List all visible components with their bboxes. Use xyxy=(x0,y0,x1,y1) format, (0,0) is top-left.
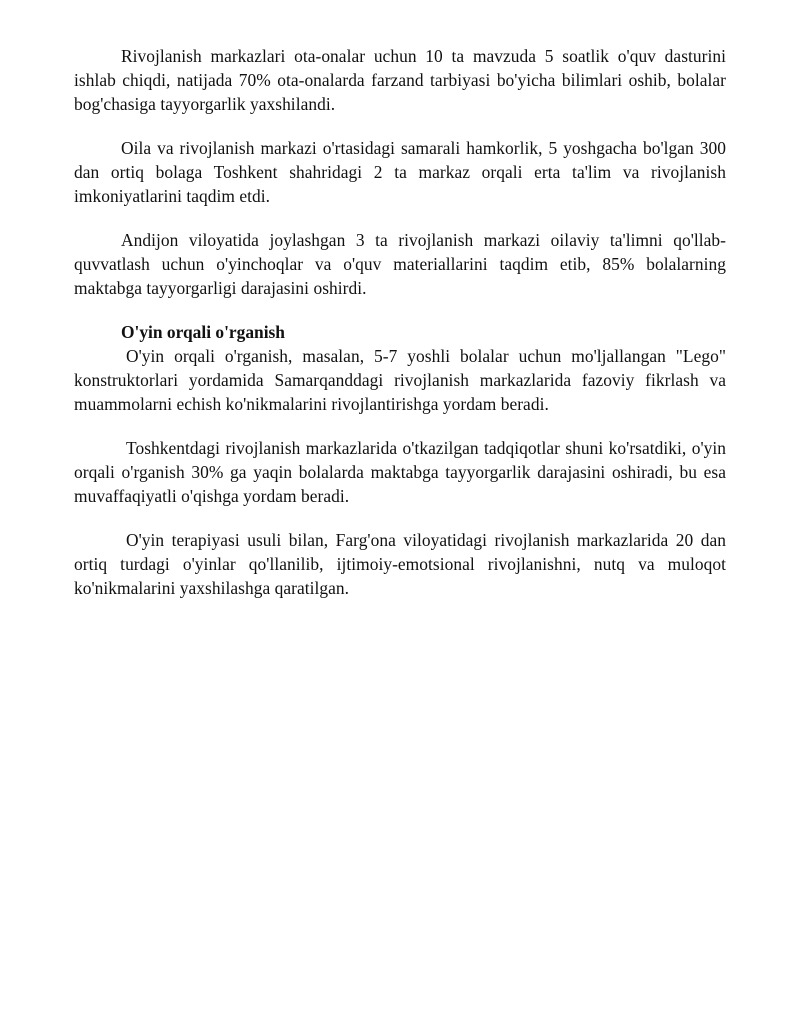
paragraph-tashkent-research: Toshkentdagi rivojlanish markazlarida o'tkazilgan tadqiqotlar shuni ko'rsatdiki, o'yin orqali o'rganish 30% ga yaqin bolalarda maktabga tayyorgarlik darajasini oshiradi, bu esa muvaffaqiyatli o'qishga yordam beradi. xyxy=(74,438,726,506)
paragraph-parent-training: Rivojlanish markazlari ota-onalar uchun 10 ta mavzuda 5 soatlik o'quv dasturini ishlab chiqdi, natijada 70% ota-onalarda farzand tarbiyasi bo'yicha bilimlari oshib, bolalar bog'chasiga tayyorgarlik yaxshilandi. xyxy=(74,46,726,114)
paragraph-play-therapy: O'yin terapiyasi usuli bilan, Farg'ona viloyatidagi rivojlanish markazlarida 20 dan ortiq turdagi o'yinlar qo'llanilib, ijtimoiy-emotsional rivojlanishni, nutq va muloqot ko'nikmalarini yaxshilashga qaratilgan. xyxy=(74,530,726,598)
paragraph-gap xyxy=(74,300,726,320)
paragraph-andijan-centers: Andijon viloyatida joylashgan 3 ta rivojlanish markazi oilaviy ta'limni qo'llab-quvvatlash uchun o'yinchoqlar va o'quv materiallarini taqdim etib, 85% bolalarning maktabga tayyorgarligi darajasini oshirdi. xyxy=(74,230,726,298)
document-page xyxy=(74,44,726,600)
paragraph-family-cooperation: Oila va rivojlanish markazi o'rtasidagi samarali hamkorlik, 5 yoshgacha bo'lgan 300 dan ortiq bolaga Toshkent shahridagi 2 ta markaz orqali erta ta'lim va rivojlanish imkoniyatlarini taqdim etdi. xyxy=(74,138,726,206)
paragraph-gap xyxy=(74,116,726,136)
paragraph-gap xyxy=(74,416,726,436)
paragraph-lego-learning: O'yin orqali o'rganish, masalan, 5-7 yoshli bolalar uchun mo'ljallangan "Lego" konstruktorlari yordamida Samarqanddagi rivojlanish markazlarida fazoviy fikrlash va muammolarni echish ko'nikmalarini rivojlantirishga yordam beradi. xyxy=(74,346,726,414)
paragraph-gap xyxy=(74,508,726,528)
section-heading: O'yin orqali o'rganish xyxy=(121,322,285,342)
paragraph-gap xyxy=(74,208,726,228)
